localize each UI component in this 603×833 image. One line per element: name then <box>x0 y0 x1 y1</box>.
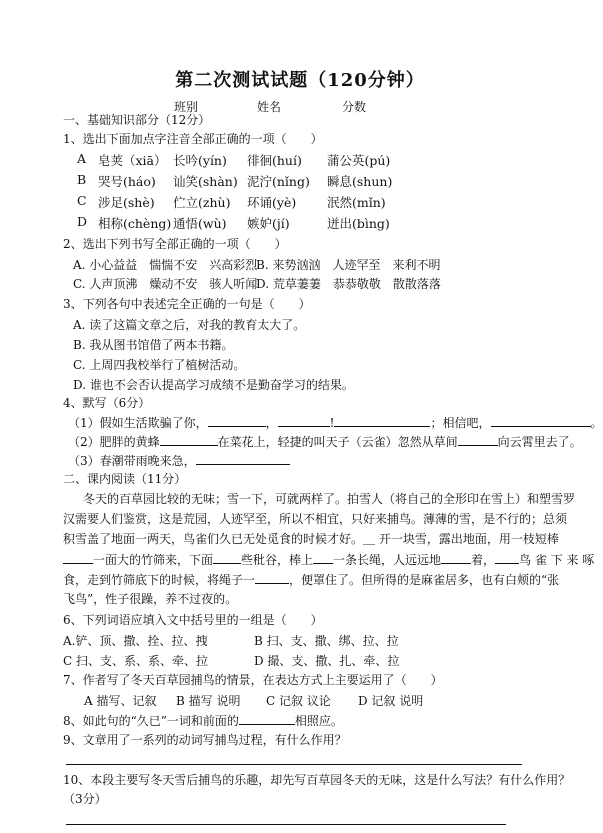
q6-option-c: C 扫、支、系、系、牵、拉 <box>63 654 208 668</box>
q1-b-item-3: 泥泞(nǐng) <box>247 174 310 189</box>
q7-option-b: B 描写 说明 <box>176 694 241 708</box>
q4-l3-text-a: （3）春潮带雨晚来急， <box>68 454 196 468</box>
q4-l2-text-b: 在菜花上，轻捷的叫天子（云雀）忽然从草间 <box>217 435 458 449</box>
score-label: 分数 <box>342 100 367 114</box>
q3-option-a: A. 读了这篇文章之后，对我的教育太大了。 <box>73 318 306 332</box>
q1-b-item-2: 讪笑(shàn) <box>173 174 238 189</box>
q2-option-d: D. 荒草萋萋 恭恭敬敬 散散落落 <box>256 277 441 291</box>
q1-c-item-1: 涉足(shè) <box>98 195 155 210</box>
q1-c-item-3: 环诵(yè) <box>247 195 297 210</box>
q7-option-d: D 记叙 说明 <box>358 694 424 708</box>
q1-a-item-1: 皂荚（xiā） <box>98 153 167 168</box>
passage-blank-6[interactable] <box>495 551 519 564</box>
q4-blank-5[interactable] <box>160 433 218 446</box>
q3-stem: 3、下列各句中表述完全正确的一句是（ ） <box>63 297 311 311</box>
q4-l1-text-b: ， <box>265 416 278 430</box>
passage-blank-2[interactable] <box>63 551 93 564</box>
passage-l4-text-d: 着， <box>471 553 496 567</box>
q1-c-item-4: 泯然(mǐn) <box>327 195 386 210</box>
q4-blank-1[interactable] <box>208 414 266 427</box>
passage-blank-5[interactable] <box>441 551 471 564</box>
q10-points: （3分） <box>63 792 107 806</box>
q7-option-a: A 描写、记叙 <box>84 694 157 708</box>
passage-l4-text-a: 一面大的竹筛来，下面 <box>93 553 214 567</box>
q1-stem: 1、选出下面加点字注音全部正确的一项（ ） <box>63 132 323 146</box>
passage-line-1: 冬天的百草园比较的无味；雪一下，可就两样了。拍雪人（将自己的全形印在雪上）和塑雪罗 <box>83 492 576 506</box>
passage-line-5 <box>63 571 559 588</box>
q3-option-b: B. 我从图书馆借了两本书籍。 <box>73 338 234 352</box>
passage-blank-7[interactable] <box>255 571 289 584</box>
q4-blank-2[interactable] <box>278 414 330 427</box>
passage-line-3: 积雪盖了地面一两天，鸟雀们久已无处觅食的时候才好。＿ 开一块雪，露出地面，用一枝短棒 <box>63 532 559 546</box>
passage-blank-3[interactable] <box>213 551 241 564</box>
q6-option-a: A.铲、顶、撒、拴、拉、拽 <box>63 634 208 648</box>
q1-a-item-4: 蒲公英(pú) <box>327 153 391 168</box>
q3-option-d: D. 谁也不会否认提高学习成绩不是勤奋学习的结果。 <box>73 378 354 392</box>
q1-option-letter-b: B <box>77 172 87 187</box>
q6-option-b: B 扫、支、撒、绑、拉、拉 <box>254 634 399 648</box>
q2-option-a: A. 小心益益 惴惴不安 兴高彩烈 <box>73 258 258 272</box>
q2-option-b: B. 来势汹汹 人迹罕至 来利不明 <box>256 258 441 272</box>
q1-d-item-4: 迸出(bìng) <box>327 216 390 231</box>
passage-line-4 <box>63 551 594 568</box>
name-label: 姓名 <box>257 100 282 114</box>
page-title: 第二次测试试题（120分钟） <box>175 70 425 91</box>
q8-line <box>63 712 343 729</box>
passage-l5-text-b: ，便罩住了。但所得的是麻雀居多，也有白颊的“张 <box>289 573 560 587</box>
passage-line-6: 飞鸟”，性子很躁，养不过夜的。 <box>63 592 238 606</box>
q4-blank-7[interactable] <box>196 452 290 465</box>
section2-heading: 二、课内阅读（11分） <box>63 472 187 486</box>
q1-c-item-2: 伫立(zhù) <box>173 195 231 210</box>
q10-answer-line[interactable] <box>66 824 506 825</box>
q1-option-letter-a: A <box>77 151 87 166</box>
passage-l4-text-c: 一条长绳，人远远地 <box>333 553 442 567</box>
q4-l2-text-a: （2）肥胖的黄蜂 <box>68 435 160 449</box>
q10-stem: 10、本段主要写冬天雪后捕鸟的乐趣，却先写百草园冬天的无味，这是什么写法？有什么作用？ <box>63 773 571 787</box>
passage-l4-text-e: 鸟 雀 下 来 啄 <box>519 553 595 567</box>
q1-b-item-1: 哭号(háo) <box>98 174 156 189</box>
q6-option-d: D 撮、支、撒、扎、牵、拉 <box>254 654 400 668</box>
q9-answer-line[interactable] <box>66 764 522 765</box>
q4-line-2 <box>68 433 582 450</box>
q4-line-3 <box>68 452 290 469</box>
q4-blank-3[interactable] <box>334 414 430 427</box>
q8-text-b: 相照应。 <box>294 714 343 728</box>
q6-stem: 6、下列词语应填入文中括号里的一组是（ ） <box>63 613 323 627</box>
class-label: 班别 <box>174 100 199 114</box>
q9-stem: 9、文章用了一系列的动词写捕鸟过程，有什么作用？ <box>63 733 347 747</box>
q4-l1-text-e: 。 <box>590 416 603 430</box>
q1-option-letter-d: D <box>77 214 88 229</box>
q4-heading: 4、默写（6分） <box>63 396 151 410</box>
q1-b-item-4: 瞬息(shun) <box>327 174 393 189</box>
q4-l2-text-c: 向云霄里去了。 <box>497 435 582 449</box>
q7-stem: 7、作者写了冬天百草园捕鸟的情景，在表达方式上主要运用了（ ） <box>63 673 443 687</box>
q1-d-item-3: 嫉妒(jí) <box>247 216 290 231</box>
section1-heading: 一、基础知识部分（12分） <box>63 113 211 127</box>
passage-l4-text-b: 些秕谷，棒上 <box>241 553 314 567</box>
q3-option-c: C. 上周四我校举行了植树活动。 <box>73 358 246 372</box>
q1-option-letter-c: C <box>77 193 87 208</box>
q7-option-c: C 记叙 议论 <box>266 694 331 708</box>
q4-line-1 <box>68 414 603 431</box>
q4-blank-6[interactable] <box>458 433 498 446</box>
q1-d-item-1: 相称(chèng) <box>98 216 172 231</box>
q1-a-item-2: 长吟(yín) <box>173 153 227 168</box>
q2-option-c: C. 人声顶沸 燥动不安 骇人听闻 <box>73 277 258 291</box>
q1-a-item-3: 徘徊(huí) <box>247 153 302 168</box>
q1-d-item-2: 通悟(wù) <box>173 216 227 231</box>
q4-blank-4[interactable] <box>491 414 591 427</box>
q8-text-a: 8、如此句的“久已”一词和前面的 <box>63 714 239 728</box>
q8-blank[interactable] <box>239 712 295 725</box>
passage-line-2: 汉需要人们鉴赏，这是荒园，人迹罕至，所以不相宜，只好来捕鸟。薄薄的雪，是不行的；总须 <box>63 512 568 526</box>
q4-l1-text-d: ；相信吧， <box>430 416 491 430</box>
passage-l5-text-a: 食，走到竹筛底下的时候，将绳子一 <box>63 573 256 587</box>
passage-blank-4[interactable] <box>313 551 333 564</box>
q2-stem: 2、选出下列书写全部正确的一项（ ） <box>63 237 287 251</box>
q4-l1-text-c: ! <box>329 416 335 430</box>
q4-l1-text-a: （1）假如生活欺骗了你， <box>68 416 208 430</box>
